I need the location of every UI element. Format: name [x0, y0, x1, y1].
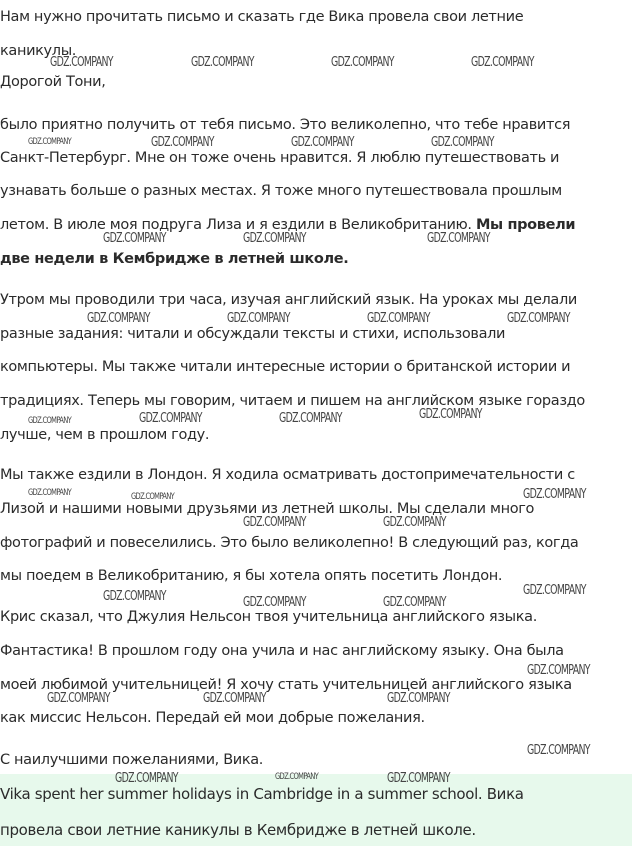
watermark: GDZ.COMPANY — [383, 515, 446, 530]
watermark: GDZ.COMPANY — [243, 595, 306, 610]
watermark: GDZ.COMPANY — [419, 407, 482, 422]
watermark: GDZ.COMPANY — [103, 589, 166, 604]
watermark: GDZ.COMPANY — [431, 135, 494, 150]
watermark: GDZ.COMPANY — [87, 311, 150, 326]
watermark: GDZ.COMPANY — [331, 55, 394, 70]
watermark: GDZ.COMPANY — [243, 231, 306, 246]
letter-p2-line-4: традициях. Теперь мы говорим, читаем и пишем на английском языке гораздо — [0, 393, 585, 409]
watermark: GDZ.COMPANY — [527, 663, 590, 678]
task-line-2: каникулы. — [0, 43, 77, 59]
watermark: GDZ.COMPANY — [383, 595, 446, 610]
letter-p4: Крис сказал, что Джулия Нельсон твоя учительница английского языка. — [0, 609, 537, 625]
letter-p1-line-4: летом. В июле моя подруга Лиза и я ездили в Великобританию. Мы провели — [0, 217, 576, 233]
watermark: GDZ.COMPANY — [139, 411, 202, 426]
watermark: GDZ.COMPANY — [387, 691, 450, 706]
watermark: GDZ.COMPANY — [427, 231, 490, 246]
letter-p2-line-2: разные задания: читали и обсуждали тексты и стихи, использовали — [0, 326, 506, 342]
task-line-1: Нам нужно прочитать письмо и сказать где Вика провела свои летние — [0, 9, 524, 25]
bold-phrase: Мы провели — [475, 217, 576, 233]
letter-p3-line-4: мы поедем в Великобританию, я бы хотела опять посетить Лондон. — [0, 568, 503, 584]
watermark: GDZ.COMPANY — [103, 231, 166, 246]
answer-line-1: Vika spent her summer holidays in Cambridge in a summer school. Вика — [0, 785, 524, 803]
watermark: GDZ.COMPANY — [28, 137, 72, 147]
watermark: GDZ.COMPANY — [243, 515, 306, 530]
watermark: GDZ.COMPANY — [523, 583, 586, 598]
watermark: GDZ.COMPANY — [28, 488, 72, 498]
watermark: GDZ.COMPANY — [507, 311, 570, 326]
watermark: GDZ.COMPANY — [227, 311, 290, 326]
letter-p2-line-1: Утром мы проводили три часа, изучая английский язык. На уроках мы делали — [0, 292, 577, 308]
letter-p1-line-1: было приятно получить от тебя письмо. Это великолепно, что тебе нравится — [0, 117, 571, 133]
letter-p1-line-3: узнавать больше о разных местах. Я тоже много путешествовала прошлым — [0, 183, 562, 199]
letter-p3-line-3: фотографий и повеселились. Это было великолепно! В следующий раз, когда — [0, 535, 579, 551]
watermark: GDZ.COMPANY — [387, 771, 450, 786]
watermark: GDZ.COMPANY — [279, 411, 342, 426]
letter-p5-line-1: Фантастика! В прошлом году она учила и нас английскому языку. Она была — [0, 643, 564, 659]
letter-p3-line-1: Мы также ездили в Лондон. Я ходила осматривать достопримечательности с — [0, 467, 575, 483]
watermark: GDZ.COMPANY — [527, 743, 590, 758]
watermark: GDZ.COMPANY — [115, 771, 178, 786]
watermark: GDZ.COMPANY — [191, 55, 254, 70]
watermark: GDZ.COMPANY — [367, 311, 430, 326]
letter-p5-line-3: как миссис Нельсон. Передай ей мои добрые пожелания. — [0, 710, 425, 726]
letter-p2-line-3: компьютеры. Мы также читали интересные истории о британской истории и — [0, 359, 571, 375]
watermark: GDZ.COMPANY — [203, 691, 266, 706]
answer-line-2: провела свои летние каникулы в Кембридже в летней школе. — [0, 821, 476, 839]
letter-p1-line-5: две недели в Кембридже в летней школе. — [0, 251, 349, 267]
watermark: GDZ.COMPANY — [275, 772, 319, 782]
watermark: GDZ.COMPANY — [523, 487, 586, 502]
watermark: GDZ.COMPANY — [47, 691, 110, 706]
watermark: GDZ.COMPANY — [471, 55, 534, 70]
letter-closing: С наилучшими пожеланиями, Вика. — [0, 752, 264, 768]
watermark: GDZ.COMPANY — [50, 55, 113, 70]
watermark: GDZ.COMPANY — [291, 135, 354, 150]
letter-greeting: Дорогой Тони, — [0, 74, 106, 90]
watermark: GDZ.COMPANY — [131, 492, 175, 502]
letter-p2-line-5: лучше, чем в прошлом году. — [0, 427, 210, 443]
letter-p5-line-2: моей любимой учительницей! Я хочу стать учительницей английского языка — [0, 677, 572, 693]
watermark: GDZ.COMPANY — [28, 416, 72, 426]
watermark: GDZ.COMPANY — [151, 135, 214, 150]
letter-p3-line-2: Лизой и нашими новыми друзьями из летней школы. Мы сделали много — [0, 501, 535, 517]
letter-p1-line-2: Санкт-Петербург. Мне он тоже очень нравится. Я люблю путешествовать и — [0, 150, 560, 166]
